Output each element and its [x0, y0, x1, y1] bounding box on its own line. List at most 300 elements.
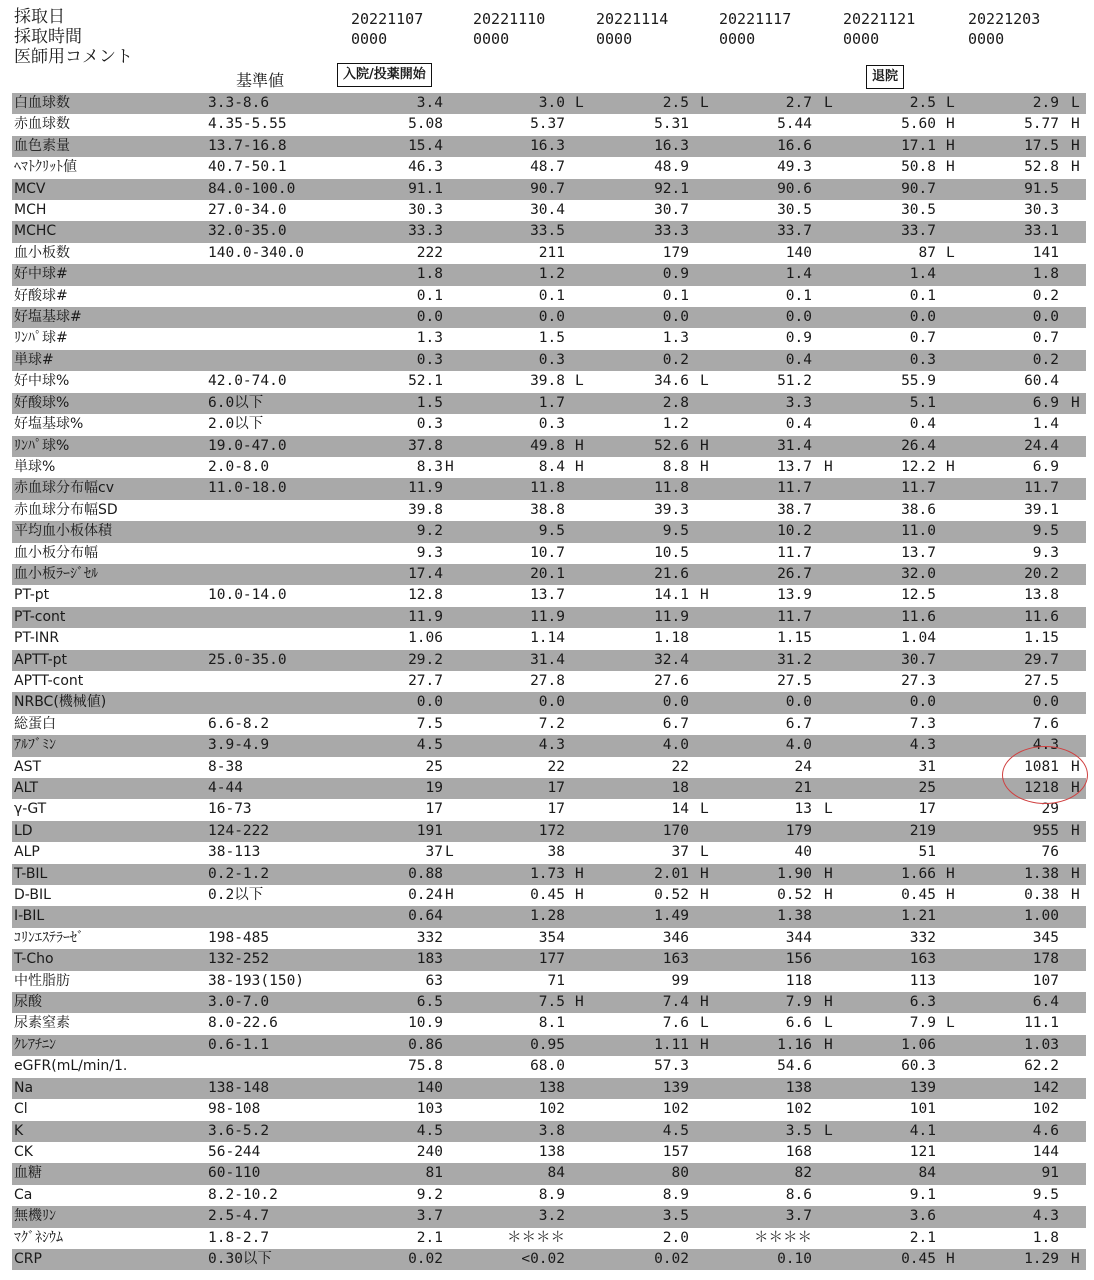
reference-range: 2.5-4.7 — [208, 1208, 270, 1225]
result-value: 113 — [909, 972, 936, 989]
test-name: 赤血球数 — [14, 116, 70, 133]
result-value: 16.6 — [777, 137, 812, 154]
reference-range: 3.6-5.2 — [208, 1122, 270, 1139]
abnormal-flag: L — [946, 95, 955, 111]
date-col-2: 20221110 — [473, 10, 546, 28]
result-value: 10.9 — [408, 1015, 443, 1032]
result-value: 0.3 — [538, 416, 565, 433]
test-name: ﾏｸﾞﾈｼｳﾑ — [14, 1229, 63, 1246]
table-row — [12, 350, 1086, 371]
result-value: 0.9 — [785, 330, 812, 347]
test-name: D-BIL — [14, 887, 51, 904]
result-value: 91.5 — [1024, 180, 1059, 197]
test-name: 血小板数 — [14, 244, 70, 261]
result-value: 13.7 — [777, 458, 812, 475]
result-value: 1.21 — [901, 908, 936, 925]
result-value: 1.14 — [530, 630, 565, 647]
test-name: 好中球% — [14, 373, 70, 390]
result-value: 54.6 — [777, 1058, 812, 1075]
abnormal-flag: H — [1071, 1250, 1080, 1267]
test-name: APTT-cont — [14, 672, 84, 689]
result-value: 11.0 — [901, 523, 936, 540]
result-value: 1.00 — [1024, 908, 1059, 925]
result-value: 2.1 — [909, 1229, 936, 1246]
result-value: 33.7 — [777, 223, 812, 240]
result-value: 1.06 — [901, 1036, 936, 1053]
table-row — [12, 543, 1086, 564]
result-value: 7.3 — [909, 715, 936, 732]
abnormal-flag: H — [946, 887, 955, 904]
result-value: 1.15 — [777, 630, 812, 647]
result-value: 4.6 — [1032, 1122, 1059, 1139]
abnormal-flag: H — [1071, 394, 1080, 411]
result-value: 0.1 — [662, 287, 689, 304]
result-value: 11.7 — [777, 544, 812, 561]
result-value: 90.6 — [777, 180, 812, 197]
result-value: 7.2 — [538, 715, 565, 732]
result-value: 0.02 — [654, 1250, 689, 1267]
result-value: 13.7 — [901, 544, 936, 561]
abnormal-flag: H — [824, 994, 833, 1011]
result-value: 219 — [909, 822, 936, 839]
result-value: 25 — [425, 758, 443, 775]
result-value: 11.9 — [530, 608, 565, 625]
table-row — [12, 949, 1086, 970]
result-value: 354 — [538, 929, 565, 946]
table-row — [12, 243, 1086, 264]
table-row — [12, 521, 1086, 542]
test-name: Cl — [14, 1101, 28, 1118]
result-value: 0.86 — [408, 1036, 443, 1053]
reference-range: 3.9-4.9 — [208, 737, 270, 754]
result-value: 9.5 — [1032, 1186, 1059, 1203]
result-value: 22 — [547, 758, 565, 775]
table-row — [12, 885, 1086, 906]
abnormal-flag: H — [946, 1250, 955, 1267]
abnormal-flag: H — [946, 116, 955, 133]
result-value: 0.1 — [909, 287, 936, 304]
result-value: 48.7 — [530, 159, 565, 176]
result-value: 0.2 — [662, 351, 689, 368]
table-row — [12, 692, 1086, 713]
table-row — [12, 906, 1086, 927]
reference-range: 0.2-1.2 — [208, 865, 270, 882]
result-value: 3.2 — [538, 1208, 565, 1225]
result-value: 11.9 — [408, 480, 443, 497]
result-value: 0.52 — [654, 887, 689, 904]
test-name: 好塩基球% — [14, 416, 84, 433]
result-value: 31.2 — [777, 651, 812, 668]
result-value: 0.0 — [909, 694, 936, 711]
abnormal-flag: H — [1071, 137, 1080, 154]
result-value: 1.11 — [654, 1036, 689, 1053]
table-row — [12, 93, 1086, 114]
result-value: 30.7 — [654, 202, 689, 219]
result-value: 102 — [538, 1101, 565, 1118]
result-value: 7.9 — [785, 994, 812, 1011]
result-value: 87 — [918, 244, 936, 261]
test-name: NRBC(機械値) — [14, 694, 107, 711]
result-value: 29.7 — [1024, 651, 1059, 668]
result-value: 55.9 — [901, 373, 936, 390]
result-value: 13.8 — [1024, 587, 1059, 604]
time-col-4: 0000 — [719, 30, 756, 48]
result-value: 2.01 — [654, 865, 689, 882]
result-value: 6.5 — [416, 994, 443, 1011]
result-value: 1.38 — [777, 908, 812, 925]
result-value: <0.02 — [521, 1250, 565, 1267]
abnormal-flag: H — [700, 458, 709, 475]
result-value: 17 — [547, 780, 565, 796]
table-row — [12, 500, 1086, 521]
result-value: 4.3 — [1032, 737, 1059, 754]
result-value: 103 — [416, 1101, 443, 1118]
result-value: 157 — [662, 1143, 689, 1160]
result-value: 4.0 — [662, 737, 689, 754]
result-value: 2.8 — [662, 394, 689, 411]
result-value: 0.3 — [538, 351, 565, 368]
result-value: 0.45 — [901, 887, 936, 904]
result-value: 2.7 — [785, 95, 812, 111]
result-value: 211 — [538, 244, 565, 261]
table-row — [12, 200, 1086, 221]
collection-date-label: 採取日 — [14, 7, 65, 27]
result-value: 60.3 — [901, 1058, 936, 1075]
abnormal-flag: H — [575, 437, 584, 454]
result-value: 33.3 — [408, 223, 443, 240]
result-value: 48.9 — [654, 159, 689, 176]
table-row — [12, 221, 1086, 242]
result-value: 11.8 — [654, 480, 689, 497]
result-value: 32.0 — [901, 565, 936, 582]
abnormal-flag: L — [700, 801, 709, 818]
result-value: 38.8 — [530, 501, 565, 518]
result-value: 1.06 — [408, 630, 443, 647]
result-value: 0.88 — [408, 865, 443, 882]
result-value: 81 — [425, 1165, 443, 1182]
result-value: 30.5 — [901, 202, 936, 219]
abnormal-flag: H — [575, 887, 584, 904]
result-value: 30.7 — [901, 651, 936, 668]
result-value: 1.2 — [538, 266, 565, 283]
test-name: 総蛋白 — [14, 715, 56, 732]
result-value: 6.9 — [1032, 394, 1059, 411]
table-row — [12, 992, 1086, 1013]
test-name: MCH — [14, 202, 47, 219]
test-name: CK — [14, 1143, 33, 1160]
result-value: 142 — [1032, 1079, 1059, 1096]
result-value: 0.0 — [538, 309, 565, 326]
abnormal-flag: L — [946, 244, 955, 261]
result-value: 1.8 — [1032, 1229, 1059, 1246]
result-value: 1.8 — [1032, 266, 1059, 283]
result-value: 0.45 — [530, 887, 565, 904]
result-value: 27.5 — [777, 672, 812, 689]
result-value: 24 — [794, 758, 812, 775]
result-value: 37.8 — [408, 437, 443, 454]
reference-range: 140.0-340.0 — [208, 244, 305, 261]
result-value: 1.29 — [1024, 1250, 1059, 1267]
test-name: Na — [14, 1079, 34, 1096]
result-value: 3.7 — [416, 1208, 443, 1225]
result-value: 31.4 — [530, 651, 565, 668]
result-value: 0.0 — [785, 694, 812, 711]
reference-range: 6.6-8.2 — [208, 715, 270, 732]
table-row — [12, 264, 1086, 285]
table-row — [12, 564, 1086, 585]
table-row — [12, 179, 1086, 200]
result-value: 1.4 — [785, 266, 812, 283]
result-value: 50.8 — [901, 159, 936, 176]
abnormal-flag: H — [1071, 887, 1080, 904]
test-name: MCHC — [14, 223, 57, 240]
test-name: LD — [14, 822, 33, 839]
result-value: 170 — [662, 822, 689, 839]
result-value: 0.7 — [909, 330, 936, 347]
result-value: 51 — [918, 844, 936, 861]
reference-range: 124-222 — [208, 822, 270, 839]
result-value: 1218 — [1024, 780, 1059, 796]
result-value: 27.6 — [654, 672, 689, 689]
time-col-2: 0000 — [473, 30, 510, 48]
result-value: 0.0 — [785, 309, 812, 326]
result-value: 5.77 — [1024, 116, 1059, 133]
result-value: 121 — [909, 1143, 936, 1160]
test-name: Ca — [14, 1186, 33, 1203]
test-name: MCV — [14, 180, 46, 197]
abnormal-flag: H — [1071, 865, 1080, 882]
reference-range: 13.7-16.8 — [208, 137, 287, 154]
result-value: 4.5 — [416, 737, 443, 754]
result-value: 68.0 — [530, 1058, 565, 1075]
abnormal-flag: H — [700, 887, 709, 904]
result-value: 0.0 — [416, 309, 443, 326]
result-value: 17 — [425, 801, 443, 818]
table-row — [12, 585, 1086, 606]
abnormal-flag: L — [824, 801, 833, 818]
result-value: 7.5 — [538, 994, 565, 1011]
result-value: 4.0 — [785, 737, 812, 754]
table-row — [12, 478, 1086, 499]
result-value: 8.3 — [416, 458, 443, 475]
result-value: 0.3 — [909, 351, 936, 368]
result-value: 0.1 — [416, 287, 443, 304]
result-value: 3.6 — [909, 1208, 936, 1225]
result-value: 3.0 — [538, 95, 565, 111]
abnormal-flag: L — [824, 1015, 833, 1032]
abnormal-flag: H — [1071, 116, 1080, 133]
result-value: 0.4 — [785, 416, 812, 433]
test-name: 平均血小板体積 — [14, 523, 112, 540]
result-value: 49.3 — [777, 159, 812, 176]
test-name: eGFR(mL/min/1. — [14, 1058, 128, 1075]
date-col-3: 20221114 — [596, 10, 669, 28]
table-row — [12, 628, 1086, 649]
result-value: 6.6 — [785, 1015, 812, 1032]
result-value: 39.3 — [654, 501, 689, 518]
result-value: 3.7 — [785, 1208, 812, 1225]
result-value: 17.5 — [1024, 137, 1059, 154]
table-row — [12, 864, 1086, 885]
result-value: 2.1 — [416, 1229, 443, 1246]
reference-range: 6.0以下 — [208, 394, 264, 411]
result-value: 13.9 — [777, 587, 812, 604]
result-value: 15.4 — [408, 137, 443, 154]
result-value: 33.1 — [1024, 223, 1059, 240]
table-row — [12, 821, 1086, 842]
result-value: 84 — [918, 1165, 936, 1182]
reference-range: 38-113 — [208, 844, 261, 861]
result-value: 1.38 — [1024, 865, 1059, 882]
table-row — [12, 671, 1086, 692]
result-value: 0.10 — [777, 1250, 812, 1267]
reference-range: 8.0-22.6 — [208, 1015, 278, 1032]
test-name: T-Cho — [14, 951, 54, 968]
result-value: 11.7 — [901, 480, 936, 497]
result-value: 29.2 — [408, 651, 443, 668]
result-value: 0.0 — [1032, 309, 1059, 326]
result-value: 0.45 — [901, 1250, 936, 1267]
test-name: ﾍﾏﾄｸﾘｯﾄ値 — [14, 159, 77, 176]
date-col-6: 20221203 — [968, 10, 1041, 28]
result-value: 332 — [909, 929, 936, 946]
result-value: 11.6 — [1024, 608, 1059, 625]
abnormal-flag: H — [824, 458, 833, 475]
result-value: 1.16 — [777, 1036, 812, 1053]
result-value: 90.7 — [530, 180, 565, 197]
result-value: 52.1 — [408, 373, 443, 390]
result-value: 2.5 — [662, 95, 689, 111]
result-value: 11.8 — [530, 480, 565, 497]
test-name: 単球# — [14, 351, 54, 368]
result-value: 84 — [547, 1165, 565, 1182]
reference-range: 84.0-100.0 — [208, 180, 296, 197]
test-name: ﾘﾝﾊﾟ球# — [14, 330, 68, 347]
test-name: 尿酸 — [14, 994, 42, 1011]
result-value: 344 — [785, 929, 812, 946]
result-value: 1.5 — [416, 394, 443, 411]
result-value: 0.1 — [785, 287, 812, 304]
test-name: 無機ﾘﾝ — [14, 1208, 56, 1225]
result-value: 33.5 — [530, 223, 565, 240]
red-circle-annotation — [1002, 746, 1088, 804]
result-value: 27.8 — [530, 672, 565, 689]
time-col-5: 0000 — [843, 30, 880, 48]
result-value: 20.2 — [1024, 565, 1059, 582]
result-value: 31 — [918, 758, 936, 775]
result-value: 17.1 — [901, 137, 936, 154]
test-name: T-BIL — [14, 865, 48, 882]
result-value: 0.3 — [416, 351, 443, 368]
test-name: 白血球数 — [14, 95, 70, 111]
result-value: 11.9 — [654, 608, 689, 625]
result-value: 10.7 — [530, 544, 565, 561]
result-value: 39.8 — [408, 501, 443, 518]
result-value: 11.7 — [1024, 480, 1059, 497]
abnormal-flag: L — [700, 844, 709, 861]
result-value: 102 — [662, 1101, 689, 1118]
result-value: 0.0 — [538, 694, 565, 711]
table-row — [12, 457, 1086, 478]
result-value: 4.3 — [1032, 1208, 1059, 1225]
abnormal-flag: H — [946, 137, 955, 154]
result-value: 1.28 — [530, 908, 565, 925]
test-name: 好中球# — [14, 266, 68, 283]
table-row — [12, 436, 1086, 457]
test-name: 好酸球# — [14, 287, 68, 304]
table-row — [12, 307, 1086, 328]
reference-range: 1.8-2.7 — [208, 1229, 270, 1246]
result-value: 12.8 — [408, 587, 443, 604]
test-name: CRP — [14, 1250, 42, 1267]
abnormal-flag: H — [824, 1036, 833, 1053]
result-value: 7.9 — [909, 1015, 936, 1032]
reference-range: 0.30以下 — [208, 1250, 272, 1267]
abnormal-flag: H — [824, 887, 833, 904]
discharge-tag: 退院 — [866, 65, 904, 89]
result-value: 6.9 — [1032, 458, 1059, 475]
result-value: 5.08 — [408, 116, 443, 133]
result-value: 18 — [671, 780, 689, 796]
reference-range: 198-485 — [208, 929, 270, 946]
table-row — [12, 1142, 1086, 1163]
reference-range: 56-244 — [208, 1143, 261, 1160]
abnormal-flag: L — [700, 1015, 709, 1032]
result-value: 46.3 — [408, 159, 443, 176]
result-value: 7.6 — [1032, 715, 1059, 732]
result-value: 102 — [785, 1101, 812, 1118]
result-value: 0.0 — [662, 309, 689, 326]
result-value: 34.6 — [654, 373, 689, 390]
result-value: 8.1 — [538, 1015, 565, 1032]
reference-range: 3.0-7.0 — [208, 994, 270, 1011]
result-value: 1.7 — [538, 394, 565, 411]
result-value: 0.02 — [408, 1250, 443, 1267]
result-value: 26.7 — [777, 565, 812, 582]
result-value: 144 — [1032, 1143, 1059, 1160]
result-value: 11.6 — [901, 608, 936, 625]
table-row — [12, 1185, 1086, 1206]
table-row — [12, 971, 1086, 992]
abnormal-flag: H — [700, 994, 709, 1011]
result-value: 22 — [671, 758, 689, 775]
reference-range: 8-38 — [208, 758, 243, 775]
abnormal-flag: H — [700, 437, 709, 454]
reference-range: 98-108 — [208, 1101, 261, 1118]
result-value: 13 — [794, 801, 812, 818]
result-value: 2.5 — [909, 95, 936, 111]
abnormal-flag: L — [575, 373, 584, 390]
result-value: 1.3 — [662, 330, 689, 347]
table-row — [12, 1206, 1086, 1227]
test-name: 血色素量 — [14, 137, 70, 154]
test-name: AST — [14, 758, 42, 775]
table-row — [12, 136, 1086, 157]
result-value: 82 — [794, 1165, 812, 1182]
lab-results-table — [12, 93, 1086, 1270]
test-name: 赤血球分布幅cv — [14, 480, 114, 497]
reference-range: 40.7-50.1 — [208, 159, 287, 176]
reference-range: 8.2-10.2 — [208, 1186, 278, 1203]
result-value: 1.4 — [909, 266, 936, 283]
result-value: 156 — [785, 951, 812, 968]
result-value: 52.6 — [654, 437, 689, 454]
result-value: 33.3 — [654, 223, 689, 240]
table-row — [12, 778, 1086, 799]
test-name: ｸﾚｱﾁﾆﾝ — [14, 1036, 56, 1053]
abnormal-flag: H — [575, 865, 584, 882]
result-value: 11.7 — [777, 608, 812, 625]
